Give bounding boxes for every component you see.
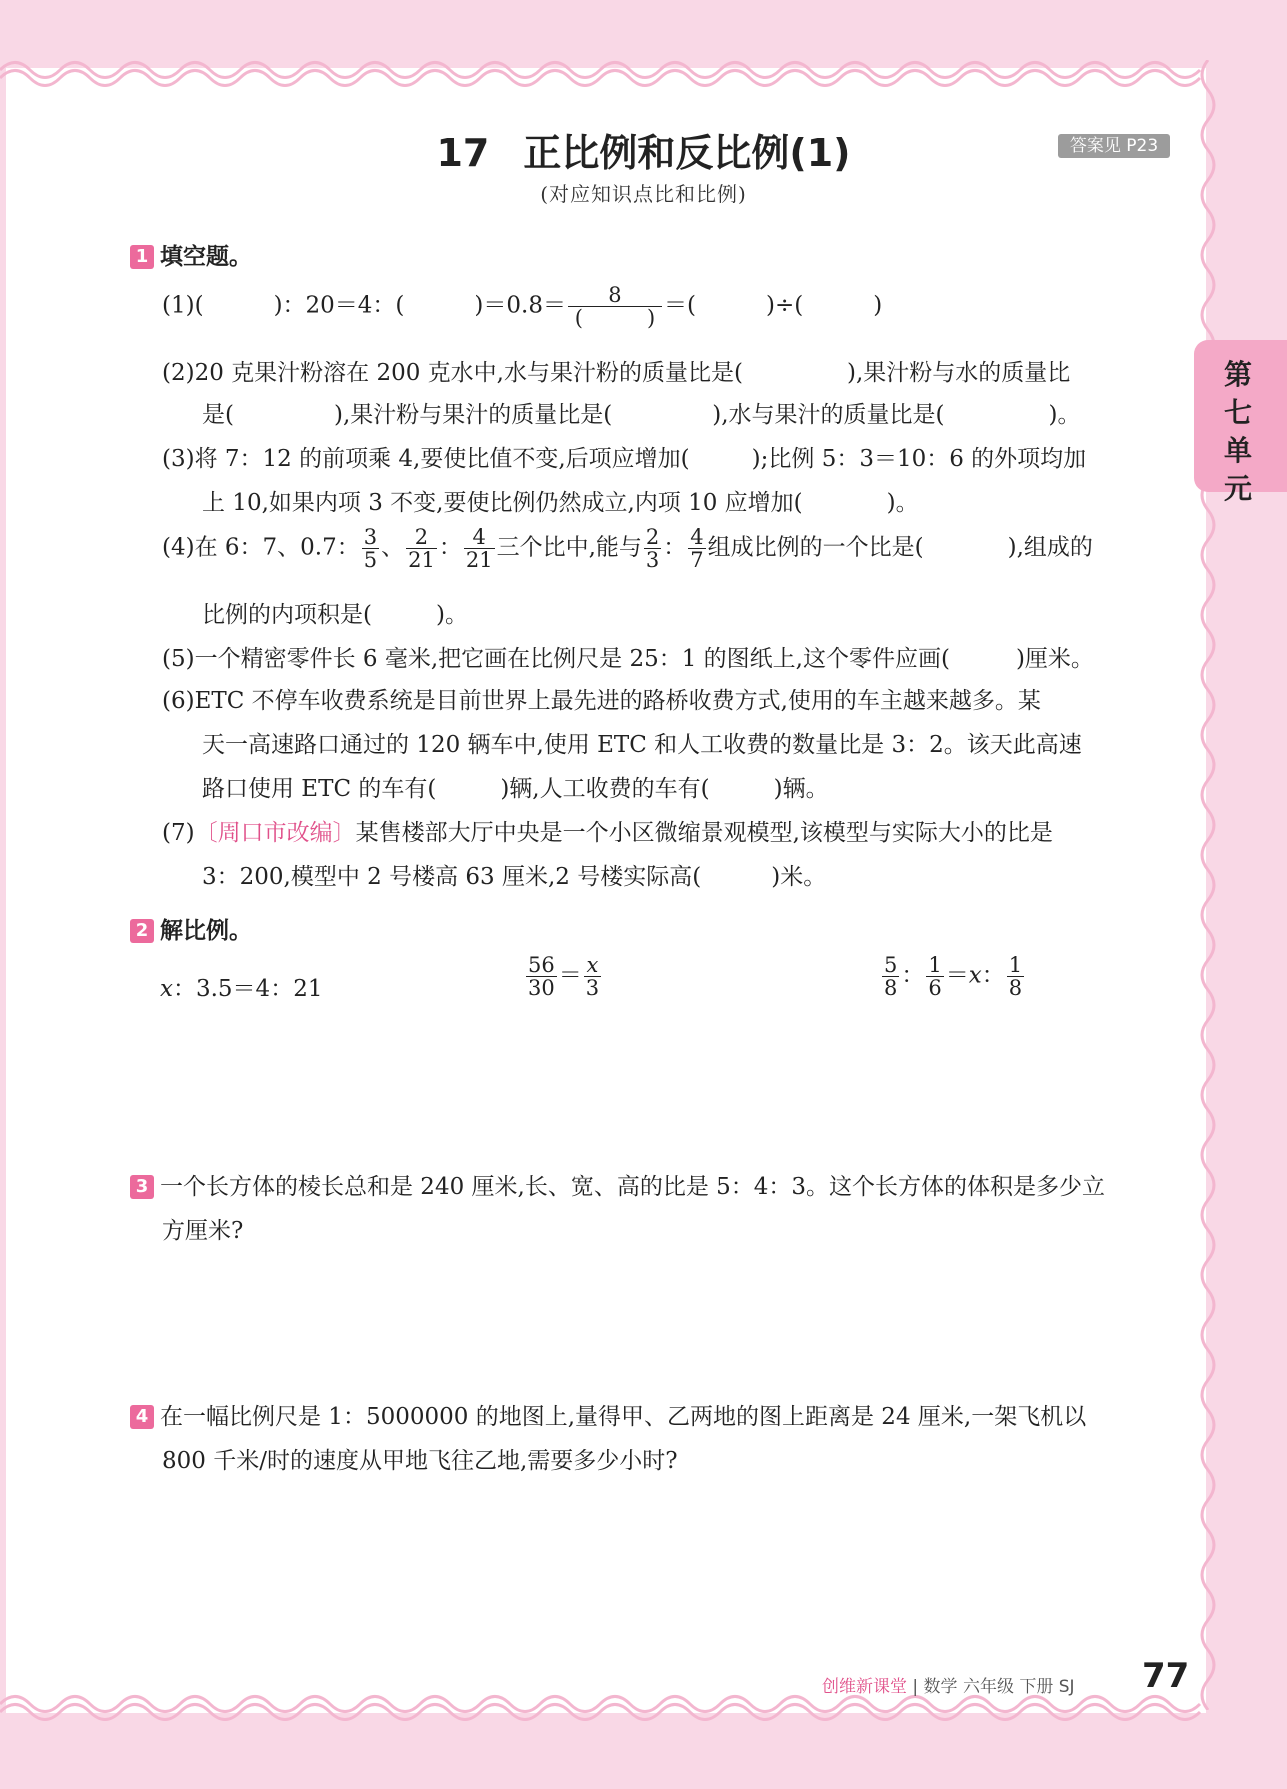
q1-heading (130, 238, 252, 271)
q4-text-1: 在一幅比例尺是 1：5000000 的地图上,量得甲、乙两地的图上距离是 24 厘米,一架飞机以 (160, 1404, 1087, 1430)
q1-p2-text-2d: )。 (1048, 402, 1081, 428)
q1-p4-frac-3 (464, 526, 495, 571)
q2-eq1-rest: ：3.5＝4：21 (172, 976, 323, 1002)
q1-p6-text-3a: 路口使用 ETC 的车有( (202, 776, 437, 802)
q1-badge: 1 (130, 245, 154, 269)
q1-p1-den-open: ( (574, 306, 583, 331)
q1-part3-line2 (202, 484, 919, 517)
q1-part6-line2: 天一高速路口通过的 120 辆车中,使用 ETC 和人工收费的数量比是 3：2。该天此高速 (202, 732, 1082, 758)
q2-eq3-d1: 8 (884, 976, 898, 1001)
q2-eq2-frac-1 (526, 954, 557, 999)
q2-eq3-frac-1 (882, 954, 899, 999)
q1-part2-line1 (162, 354, 1070, 387)
q2-eq2-frac-2 (584, 954, 601, 999)
q1-p4-colon: ： (438, 534, 462, 561)
q1-part1 (162, 284, 882, 329)
q1-p1-fraction (568, 284, 662, 329)
q1-p4-frac-4 (644, 526, 661, 571)
q1-p4-text-2a: 比例的内项积是( (202, 602, 372, 628)
lesson-number: 17 (436, 131, 490, 175)
q1-p1-denominator (568, 307, 662, 329)
q2-eq2-d1: 30 (528, 976, 555, 1001)
q2-heading (130, 912, 252, 945)
q1-p4-frac-3-den: 21 (465, 548, 493, 573)
q1-p3-text-1b: );比例 5：3＝10：6 的外项均加 (751, 446, 1087, 472)
unit-tab (1194, 340, 1287, 505)
q1-p7-source-tag: 〔周口市改编〕 (194, 820, 356, 846)
q2-eq3-d3: 8 (1008, 976, 1023, 1001)
q1-p1-numerator: 8 (568, 284, 662, 307)
q1-part4-line1 (162, 526, 1093, 571)
q1-p4-text-c: 组成比例的一个比是( (707, 534, 924, 561)
q1-p4-sep: 、 (381, 534, 405, 561)
q1-p4-frac-2-num: 2 (406, 526, 437, 549)
footer-divider: | (912, 1677, 919, 1697)
q1-p4-frac-4-num: 2 (645, 525, 660, 549)
q1-p2-text-1b: ),果汁粉与水的质量比 (846, 360, 1071, 386)
q2-eq2-n2: x (584, 954, 601, 977)
q1-p4-frac-5 (688, 526, 705, 571)
q3-text-1: 一个长方体的棱长总和是 240 厘米,长、宽、高的比是 5：4：3。这个长方体的体积是多少立 (160, 1174, 1106, 1200)
q1-p4-frac-4-den: 3 (645, 548, 660, 573)
q2-title: 解比例。 (160, 918, 252, 944)
footer-info: 数学 六年级 下册 SJ (923, 1677, 1075, 1697)
q1-p2-text-2b: ),果汁粉与果汁的质量比是( (333, 402, 613, 428)
q1-p4-frac-2-den: 21 (408, 548, 435, 573)
page-footer (822, 1672, 1075, 1697)
q1-part3-line1 (162, 440, 1086, 473)
q1-p2-text-2a: 是( (202, 402, 234, 428)
q1-p1-text-f: ) (873, 292, 883, 319)
q1-p1-text-c: )＝0.8＝ (474, 292, 566, 319)
q1-p4-colon-2: ： (663, 534, 687, 561)
q3-line1 (130, 1168, 1105, 1201)
q2-eq3-frac-3 (1007, 954, 1024, 999)
q1-title: 填空题。 (160, 244, 252, 270)
q1-p4-frac-5-num: 4 (690, 525, 704, 549)
q1-p1-text-a: (1)( (162, 292, 204, 319)
q1-part5 (162, 640, 1094, 673)
q3-line2: 方厘米? (162, 1218, 244, 1244)
q3-badge: 3 (130, 1175, 154, 1199)
q1-p4-frac-1-num: 3 (363, 525, 378, 549)
q1-p6-text-3b: )辆,人工收费的车有( (500, 776, 710, 802)
q1-p3-text-2a: 上 10,如果内项 3 不变,要使比例仍然成立,内项 10 应增加( (202, 490, 803, 516)
q2-eq3-colon-1: ： (901, 962, 925, 989)
q2-eq3-equals: ＝ (945, 962, 969, 989)
q2-equation-2 (524, 954, 603, 999)
q1-part7-line1 (162, 814, 1053, 847)
q2-eq1-var: x (160, 976, 173, 1002)
q4-badge: 4 (130, 1405, 154, 1429)
q1-p1-text-e: )÷( (765, 292, 804, 319)
q1-p4-frac-5-den: 7 (690, 548, 704, 573)
q1-p4-frac-3-num: 4 (464, 526, 495, 549)
q2-eq3-n3: 1 (1008, 953, 1023, 977)
q1-p7-text-1b: 某售楼部大厅中央是一个小区微缩景观模型,该模型与实际大小的比是 (355, 820, 1053, 846)
q1-p5-text-a: (5)一个精密零件长 6 毫米,把它画在比例尺是 25：1 的图纸上,这个零件应画( (162, 646, 950, 672)
q1-p4-text-a: (4)在 6：7、0.7： (162, 534, 360, 561)
q1-p4-frac-2 (406, 526, 437, 571)
q1-part6-line1: (6)ETC 不停车收费系统是目前世界上最先进的路桥收费方式,使用的车主越来越多。某 (162, 688, 1041, 714)
q2-eq2-n1: 56 (528, 953, 555, 977)
q4-line1 (130, 1398, 1086, 1431)
q1-p1-text-b: )：20＝4：( (273, 292, 405, 319)
q2-eq3-d2: 6 (928, 976, 942, 1001)
q1-p7-text-2a: 3：200,模型中 2 号楼高 63 厘米,2 号楼实际高( (202, 864, 702, 890)
bottom-wave-border (0, 1692, 1287, 1732)
q1-p5-text-b: )厘米。 (1015, 646, 1094, 672)
q2-eq2-d2: 3 (585, 976, 600, 1001)
q1-p4-text-2b: )。 (435, 602, 468, 628)
top-wave-border (0, 50, 1287, 90)
q1-p4-text-b: 三个比中,能与 (496, 534, 642, 561)
lesson-subtitle: (对应知识点比和比例) (540, 182, 747, 206)
q2-eq3-colon-2: ： (981, 962, 1005, 989)
q1-p7-text-1a: (7) (162, 820, 195, 846)
answer-reference-badge: 答案见 P23 (1058, 134, 1170, 158)
page-number: 77 (1142, 1656, 1190, 1696)
q2-eq3-frac-2 (926, 954, 943, 999)
q1-p6-text-3c: )辆。 (773, 776, 829, 802)
q1-p1-den-close: ) (646, 306, 656, 331)
unit-tab-label: 第七单元 (1223, 358, 1252, 505)
q1-p4-frac-1 (362, 526, 379, 571)
q1-part7-line2 (202, 858, 826, 891)
q2-badge: 2 (130, 919, 154, 943)
q2-equation-3 (880, 954, 1026, 999)
q1-p2-text-2c: ),水与果汁的质量比是( (712, 402, 945, 428)
q1-part6-line3 (202, 770, 829, 803)
q2-eq2-equals: ＝ (558, 962, 582, 989)
q2-eq3-n1: 5 (884, 953, 898, 977)
q1-p4-frac-1-den: 5 (363, 548, 378, 573)
q1-p3-text-1a: (3)将 7：12 的前项乘 4,要使比值不变,后项应增加( (162, 446, 690, 472)
q1-p3-text-2b: )。 (886, 490, 919, 516)
q1-p4-text-d: ),组成的 (1007, 534, 1093, 561)
q4-line2: 800 千米/时的速度从甲地飞往乙地,需要多少小时? (162, 1448, 678, 1474)
lesson-title-text: 正比例和反比例(1) (523, 131, 851, 175)
q1-p1-text-d: ＝( (663, 292, 696, 319)
q1-p7-text-2b: )米。 (771, 864, 827, 890)
footer-brand: 创维新课堂 (822, 1677, 907, 1697)
q1-part2-line2 (202, 396, 1081, 429)
q2-equation-1 (160, 970, 322, 1003)
q1-p2-text-1: (2)20 克果汁粉溶在 200 克水中,水与果汁粉的质量比是( (162, 360, 743, 386)
q1-part4-line2 (202, 596, 468, 629)
q2-eq3-var: x (968, 962, 982, 989)
q2-eq3-n2: 1 (928, 953, 942, 977)
side-wave-border (1196, 60, 1226, 1710)
